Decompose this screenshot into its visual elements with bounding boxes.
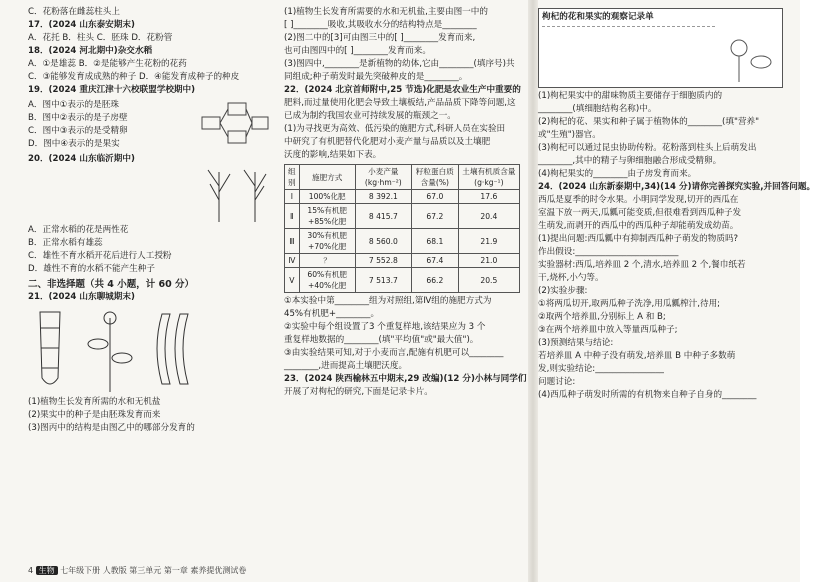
sub-question: (3)预测结果与结论: bbox=[538, 338, 614, 348]
sub-question: (1)提出问题:西瓜瓤中有抑制西瓜种子萌发的物质吗? bbox=[538, 234, 739, 244]
question-23: 23．(2024 陕西榆林五中期末,29 改编)(12 分)小林与同学们 bbox=[284, 374, 527, 384]
sub-question: (2)果实中的种子是由胚珠发育而来 bbox=[28, 410, 161, 420]
sub-question: ①本实验中第________组为对照组,第Ⅳ组的施肥方式为 bbox=[284, 296, 492, 306]
table-cell: 17.6 bbox=[458, 190, 519, 204]
option-line: D．雄性不育的水稻不能产生种子 bbox=[28, 264, 155, 274]
section-title: 二、非选择题（共 4 小题，计 60 分） bbox=[28, 279, 195, 290]
paragraph-line: 已成为制约我国农业可持续发展的瓶颈之一。 bbox=[284, 111, 456, 121]
table-row bbox=[285, 204, 520, 229]
page-footer bbox=[28, 565, 246, 576]
option-line: B．图中②表示的是子房壁 bbox=[28, 113, 128, 123]
page-number: 4 bbox=[28, 566, 34, 575]
question-22: 22．(2024 北京首师附中,25 节选)化肥是农业生产中重要的 bbox=[284, 85, 521, 95]
table-cell: 60%有机肥+40%化肥 bbox=[299, 268, 355, 293]
sub-question: 45%有机肥+________。 bbox=[284, 309, 380, 319]
card-title: 枸杞的花和果实的观察记录单 bbox=[542, 12, 654, 22]
table-cell: 8 415.7 bbox=[355, 204, 411, 229]
table-header: 组别 bbox=[285, 165, 300, 190]
paragraph-line: 西瓜是夏季的时令水果。小明同学发现,切开的西瓜在 bbox=[538, 195, 739, 205]
column-left bbox=[28, 6, 270, 435]
table-cell: Ⅳ bbox=[285, 254, 300, 268]
table-cell: 20.5 bbox=[458, 268, 519, 293]
step-line: ①将两瓜切开,取两瓜种子洗净,用瓜瓤榨汁,待用; bbox=[538, 299, 721, 309]
paragraph-line: 若培养皿 A 中种子没有萌发,培养皿 B 中种子多数萌 bbox=[538, 351, 736, 361]
sub-question: (1)枸杞果实中的甜味物质主要储存于细胞质内的 bbox=[538, 91, 723, 101]
table-cell: 8 560.0 bbox=[355, 229, 411, 254]
table-header: 土壤有机质含量(g·kg⁻¹) bbox=[458, 165, 519, 190]
paragraph-line: 问题讨论: bbox=[538, 377, 576, 387]
option-line: D．图中④表示的是果实 bbox=[28, 139, 120, 149]
question-21: 21．(2024 山东聊城期末) bbox=[28, 292, 135, 302]
table-header: 籽粒蛋白质含量(%) bbox=[411, 165, 458, 190]
sub-question: (1)植物生长发育所需的水和无机盐 bbox=[28, 397, 161, 407]
page-fold bbox=[528, 0, 538, 582]
option-line: B．正常水稻有雄蕊 bbox=[28, 238, 103, 248]
seed-figure bbox=[148, 308, 202, 392]
table-row bbox=[285, 190, 520, 204]
sub-question: (2)枸杞的花、果实和种子属于植物体的________(填"营养" bbox=[538, 117, 760, 127]
sub-question: ②实验中每个组设置了3 个重复样地,该结果应为 3 个 bbox=[284, 322, 486, 332]
question-18: 18．(2024 河北期中)杂交水稻 bbox=[28, 46, 153, 56]
column-middle bbox=[284, 6, 528, 399]
question-19: 19．(2024 重庆江津十六校联盟学校期中) bbox=[28, 85, 196, 95]
root-tip-figure bbox=[28, 308, 72, 392]
step-line: ②取两个培养皿,分别标上 A 和 B; bbox=[538, 312, 666, 322]
table-cell: 7 513.7 bbox=[355, 268, 411, 293]
table-cell: 66.2 bbox=[411, 268, 458, 293]
table-cell: Ⅰ bbox=[285, 190, 300, 204]
option-line: C．雄性不育水稻开花后进行人工授粉 bbox=[28, 251, 172, 261]
table-cell: 68.1 bbox=[411, 229, 458, 254]
sub-question: 重复样地数据的________(填"平均值"或"最大值")。 bbox=[284, 335, 479, 345]
paragraph-line: 实验器材:西瓜,培养皿 2 个,清水,培养皿 2 个,餐巾纸若 bbox=[538, 260, 746, 270]
sub-question: (3)图丙中的结构是由图乙中的哪部分发育的 bbox=[28, 423, 195, 433]
table-cell: Ⅲ bbox=[285, 229, 300, 254]
table-cell: 100%化肥 bbox=[299, 190, 355, 204]
plant-figure bbox=[80, 308, 140, 392]
table-cell: 21.9 bbox=[458, 229, 519, 254]
paragraph-line: 发,则实验结论:________________ bbox=[538, 364, 664, 374]
rice-plant-figure-2 bbox=[240, 166, 270, 222]
sub-question: (4)枸杞果实的________由子房发育而来。 bbox=[538, 169, 697, 179]
sub-question: (4)西瓜种子萌发时所需的有机物来自种子自身的________ bbox=[538, 390, 757, 400]
paragraph-line: 干,烧杯,小勺等。 bbox=[538, 273, 604, 283]
sub-question: ________,进而提高土壤肥沃度。 bbox=[284, 361, 408, 371]
sub-question: [ ]________吸收,其吸收水分的结构特点是________ bbox=[284, 20, 477, 30]
paragraph-line: 开展了对枸杞的研究,下面是记录卡片。 bbox=[284, 387, 433, 397]
sub-question: ________(填细胞结构名称)中。 bbox=[538, 104, 657, 114]
subject-label: 生物 bbox=[36, 566, 58, 575]
question-20: 20．(2024 山东临沂期中) bbox=[28, 154, 135, 164]
table-cell: 67.4 bbox=[411, 254, 458, 268]
sub-question: (1)为寻找更为高效、低污染的施肥方式,科研人员在实验田 bbox=[284, 124, 506, 134]
sub-question: 作出假设:________________________ bbox=[538, 247, 679, 257]
table-cell: 21.0 bbox=[458, 254, 519, 268]
rice-plant-figure-1 bbox=[204, 166, 234, 222]
table-header: 小麦产量(kg·hm⁻²) bbox=[355, 165, 411, 190]
paragraph-line: 中研究了有机肥替代化肥对小麦产量与品质以及土壤肥 bbox=[284, 137, 491, 147]
sub-question: 也可由图四中的[ ]________发育而来。 bbox=[284, 46, 431, 56]
option-line: A．①是雄蕊 B．②是能够产生花粉的花药 bbox=[28, 59, 187, 69]
table-cell: 8 392.1 bbox=[355, 190, 411, 204]
option-line: C．图中③表示的是受精卵 bbox=[28, 126, 128, 136]
table-cell: 67.0 bbox=[411, 190, 458, 204]
option-line: A．图中①表示的是胚珠 bbox=[28, 100, 119, 110]
table-cell: Ⅴ bbox=[285, 268, 300, 293]
table-row bbox=[285, 268, 520, 293]
paragraph-line: 生萌发,而剥开的西瓜中的西瓜种子却能萌发成幼苗。 bbox=[538, 221, 739, 231]
option-line: A．花托 B．柱头 C．胚珠 D．花粉管 bbox=[28, 33, 173, 43]
footer-text: 七年级下册 人教版 第三单元 第一章 素养提优测试卷 bbox=[60, 566, 247, 575]
sub-question: (2)实验步骤: bbox=[538, 286, 588, 296]
table-row bbox=[285, 254, 520, 268]
table-cell: 30%有机肥+70%化肥 bbox=[299, 229, 355, 254]
table-row bbox=[285, 229, 520, 254]
observation-card bbox=[538, 8, 783, 88]
table-cell: 20.4 bbox=[458, 204, 519, 229]
table-cell: 15%有机肥+85%化肥 bbox=[299, 204, 355, 229]
wolfberry-figure bbox=[719, 26, 779, 84]
question-17: 17．(2024 山东泰安期末) bbox=[28, 20, 135, 30]
option-line: A．正常水稻的花是两性花 bbox=[28, 225, 129, 235]
step-line: ③在两个培养皿中放入等量西瓜种子; bbox=[538, 325, 678, 335]
table-cell: ？ bbox=[299, 254, 355, 268]
sub-question: 同组成;种子萌发时最先突破种皮的是________。 bbox=[284, 72, 468, 82]
sub-question: (3)图四中,________是新植物的幼体,它由________(填序号)共 bbox=[284, 59, 515, 69]
sub-question: 或"生殖")器官。 bbox=[538, 130, 601, 140]
table-header: 施肥方式 bbox=[299, 165, 355, 190]
table-cell: Ⅱ bbox=[285, 204, 300, 229]
sub-question: (2)图二中的[3]可由图三中的[ ]________发育而来, bbox=[284, 33, 476, 43]
option-line: C．花粉落在雌蕊柱头上 bbox=[28, 7, 120, 17]
option-line: C．③能够发育成成熟的种子 D．④能发育成种子的种皮 bbox=[28, 72, 240, 82]
table-cell: 67.2 bbox=[411, 204, 458, 229]
paragraph-line: 肥料,而过量使用化肥会导致土壤板结,产品品质下降等问题,这 bbox=[284, 98, 516, 108]
fertilizer-table bbox=[284, 164, 520, 293]
paragraph-line: 沃度的影响,结果如下表。 bbox=[284, 150, 382, 160]
question-24: 24．(2024 山东新泰期中,34)(14 分)请你完善探究实验,并回答问题。 bbox=[538, 182, 815, 192]
table-cell: 7 552.8 bbox=[355, 254, 411, 268]
sub-question: (3)枸杞可以通过昆虫协助传粉。花粉落到柱头上后萌发出 bbox=[538, 143, 757, 153]
sub-question: (1)植物生长发育所需要的水和无机盐,主要由图一中的 bbox=[284, 7, 488, 17]
column-right bbox=[538, 6, 815, 402]
concept-map-diagram bbox=[200, 99, 270, 149]
paragraph-line: 室温下放一两天,瓜瓤可能变质,但很难看到西瓜种子发 bbox=[538, 208, 742, 218]
sub-question: ③由实验结果可知,对于小麦而言,配施有机肥可以________ bbox=[284, 348, 504, 358]
sub-question: ________,其中的精子与卵细胞融合形成受精卵。 bbox=[538, 156, 722, 166]
